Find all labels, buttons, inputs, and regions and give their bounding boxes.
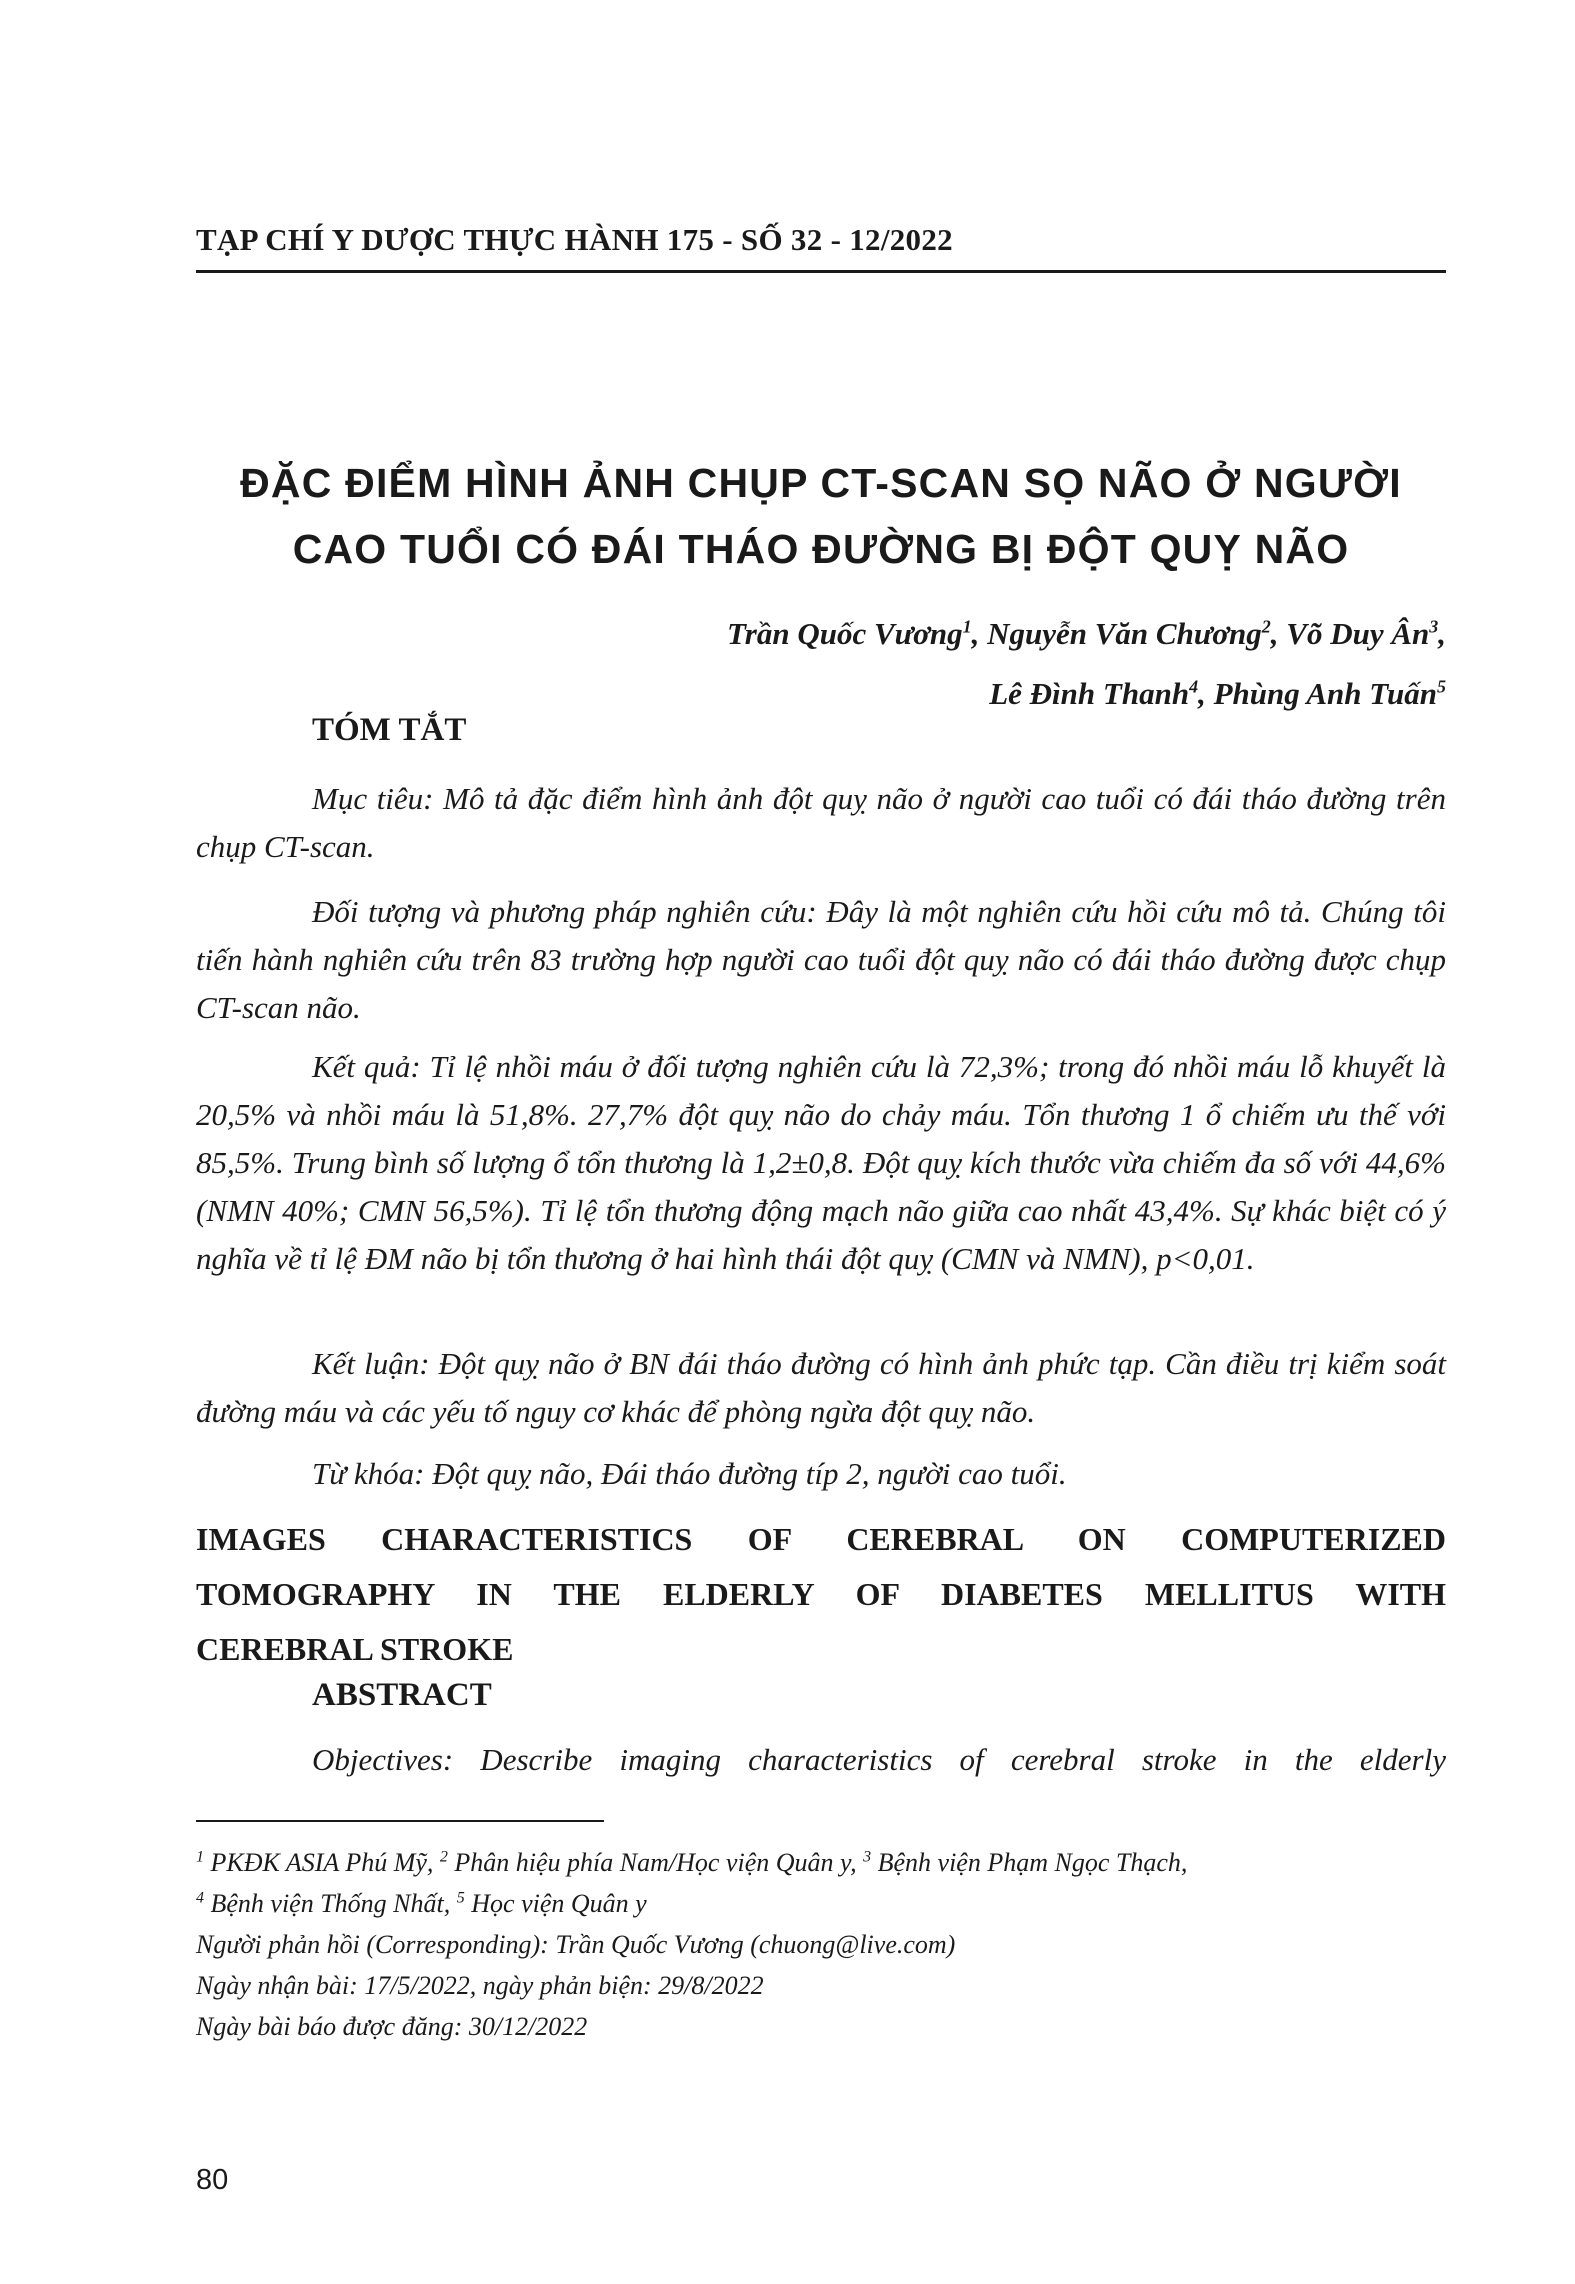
abstract-objectives: Objectives: Describe imaging characteristics of cerebral stroke in the elderly xyxy=(312,1742,1446,1777)
author-name: Phùng Anh Tuấn xyxy=(1213,676,1437,711)
summary-heading: TÓM TẮT xyxy=(312,712,467,748)
received-date: Ngày nhận bài: 17/5/2022, ngày phản biện: 29/8/2022 xyxy=(196,1971,764,2000)
summary-objective: Mục tiêu: Mô tả đặc điểm hình ảnh đột quỵ não ở người cao tuổi có đái tháo đường trên chụp CT-scan. xyxy=(196,781,1446,864)
english-title xyxy=(196,1512,1446,1677)
footnote-rule xyxy=(196,1820,604,1822)
affiliation-marker: 3 xyxy=(1429,616,1439,637)
footnote-marker: 5 xyxy=(456,1889,465,1907)
summary-keywords: Từ khóa: Đột quỵ não, Đái tháo đường típ 2, người cao tuổi. xyxy=(312,1456,1067,1491)
affiliation-marker: 5 xyxy=(1437,676,1446,697)
affiliation-marker: 4 xyxy=(1189,676,1199,697)
author-name: Võ Duy Ân xyxy=(1286,616,1430,651)
authors-line-2: Lê Đình Thanh$^4$, Phùng Anh Tuấn$^5$ xyxy=(989,676,1446,711)
author-name: Lê Đình Thanh xyxy=(989,676,1190,711)
footnote-marker: 3 xyxy=(863,1848,872,1866)
running-head: TẠP CHÍ Y DƯỢC THỰC HÀNH 175 - SỐ 32 - 12/2022 xyxy=(196,222,953,257)
affiliation: PKĐK ASIA Phú Mỹ, xyxy=(204,1848,440,1877)
affiliation-marker: 1 xyxy=(962,616,972,637)
affiliation: Bệnh viện Thống Nhất, xyxy=(204,1889,457,1918)
affiliation: Phân hiệu phía Nam/Học viện Quân y, xyxy=(447,1848,864,1877)
header-rule xyxy=(196,270,1446,273)
author-name: Nguyễn Văn Chương xyxy=(987,616,1262,651)
footnote-marker: 1 xyxy=(196,1848,204,1866)
summary-results: Kết quả: Tỉ lệ nhồi máu ở đối tượng nghiên cứu là 72,3%; trong đó nhồi máu lỗ khuyết là 20,5% và nhồi máu là 51,8%. 27,7% đột quỵ não do chảy máu. Tổn thương 1 ổ chiếm ưu thế với 85,5%. Trung bình số lượng ổ tổn thương là 1,2±0,8. Đột quỵ kích thước vừa chiếm đa số với 44,6% (NMN 40%; CMN 56,5%). Tỉ lệ tổn thương động mạch não giữa cao nhất 43,4%. Sự khác biệt có ý nghĩa về tỉ lệ ĐM não bị tổn thương ở hai hình thái đột quỵ (CMN và NMN), p<0,01. xyxy=(196,1049,1446,1276)
authors-line-1: Trần Quốc Vương$^1$, Nguyễn Văn Chương$^2$, Võ Duy $Ân^3$, xyxy=(726,616,1446,651)
summary-methods: Đối tượng và phương pháp nghiên cứu: Đây là một nghiên cứu hồi cứu mô tả. Chúng tôi tiến hành nghiên cứu trên 83 trường hợp người cao tuổi đột quỵ não có đái tháo đường được chụp CT-scan não. xyxy=(196,894,1446,1025)
footnote-marker: 4 xyxy=(196,1889,204,1907)
affiliation: Bệnh viện Phạm Ngọc Thạch, xyxy=(871,1848,1188,1877)
page-number: 80 xyxy=(196,2164,229,2196)
published-date: Ngày bài báo được đăng: 30/12/2022 xyxy=(196,2012,588,2041)
title-line-2: CAO TUỔI CÓ ĐÁI THÁO ĐƯỜNG BỊ ĐỘT QUỴ NÃO xyxy=(292,526,1350,572)
footnote-marker: 2 xyxy=(439,1848,448,1866)
summary-conclusion: Kết luận: Đột quỵ não ở BN đái tháo đường có hình ảnh phức tạp. Cần điều trị kiểm soát đường máu và các yếu tố nguy cơ khác để phòng ngừa đột quỵ não. xyxy=(196,1346,1446,1429)
affiliations-line-1 xyxy=(196,1842,1446,1883)
affiliation: Học viện Quân y xyxy=(464,1889,647,1918)
author-list xyxy=(546,604,1446,724)
english-title-line-2: TOMOGRAPHY IN THE ELDERLY OF DIABETES MELLITUS WITH xyxy=(196,1576,1446,1612)
affiliation-marker: 2 xyxy=(1261,616,1271,637)
author-name: Trần Quốc Vương xyxy=(726,616,963,651)
article-title xyxy=(196,450,1446,582)
affiliations-line-2 xyxy=(196,1883,1446,1924)
footnotes xyxy=(196,1842,1446,2047)
english-title-line-1: IMAGES CHARACTERISTICS OF CEREBRAL ON COMPUTERIZED xyxy=(196,1521,1446,1557)
corresponding-author: Người phản hồi (Corresponding): Trần Quốc Vương (chuong@live.com) xyxy=(196,1930,956,1959)
english-title-line-3: CEREBRAL STROKE xyxy=(196,1631,514,1667)
abstract-heading: ABSTRACT xyxy=(312,1677,492,1713)
title-line-1: ĐẶC ĐIỂM HÌNH ẢNH CHỤP CT-SCAN SỌ NÃO Ở NGƯỜI xyxy=(240,460,1402,506)
